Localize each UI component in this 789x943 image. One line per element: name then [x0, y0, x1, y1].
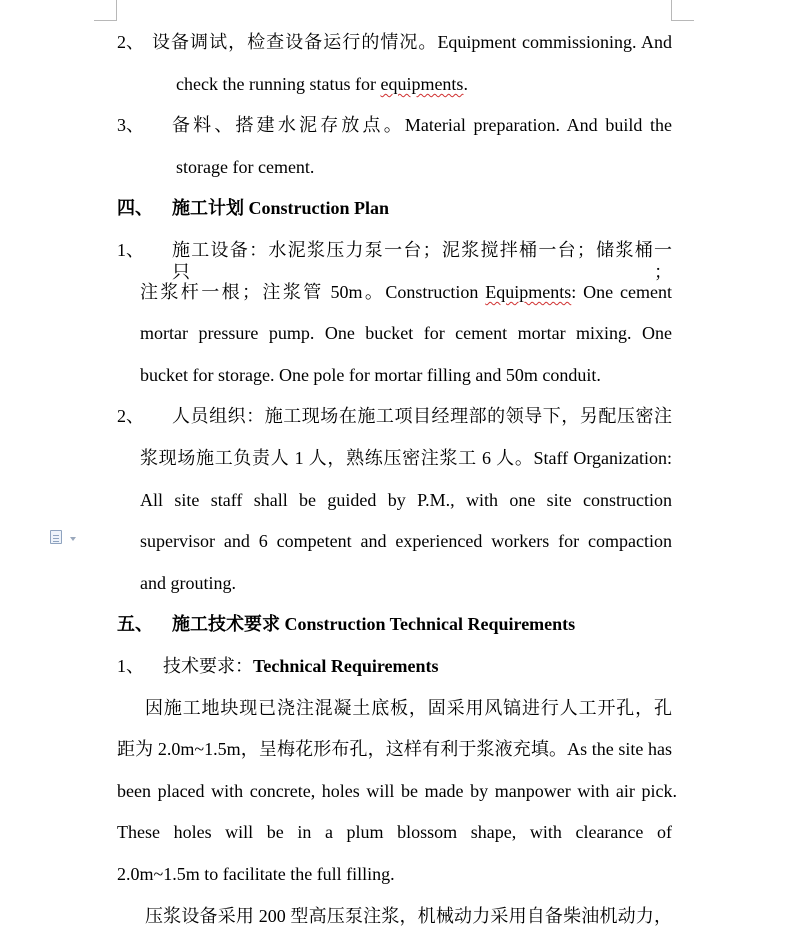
text-line: These holes will be in a plum blossom shape, with clearance of	[117, 822, 672, 842]
section-number: 四、	[117, 198, 153, 218]
text-line	[163, 655, 439, 677]
text-line	[176, 73, 468, 95]
text-line: and grouting.	[140, 573, 236, 593]
chevron-down-icon[interactable]	[70, 537, 76, 541]
text-line: bucket for storage. One pole for mortar filling and 50m conduit.	[140, 365, 601, 385]
text-line: 人员组织：施工现场在施工项目经理部的领导下，另配压密注	[172, 406, 672, 426]
list-number: 2、	[117, 32, 144, 52]
crop-mark-top-left	[94, 0, 117, 21]
text-line: All site staff shall be guided by P.M., with one site construction	[140, 490, 672, 510]
text-line: 因施工地块现已浇注混凝土底板，固采用风镐进行人工开孔，孔	[145, 698, 672, 718]
text-run: : One cement	[571, 282, 672, 302]
text-line: mortar pressure pump. One bucket for cement mortar mixing. One	[140, 323, 672, 343]
text-line: supervisor and 6 competent and experienced workers for compaction	[140, 531, 672, 551]
subheading-run: Technical Requirements	[253, 656, 439, 676]
section-heading: 施工技术要求 Construction Technical Requirements	[172, 614, 576, 634]
text-line: 备料、搭建水泥存放点。Material preparation. And build the	[172, 115, 672, 135]
section-number: 五、	[117, 614, 153, 634]
text-line: 压浆设备采用 200 型高压泵注浆，机械动力采用自备柴油机动力，	[145, 906, 672, 926]
text-run: .	[463, 74, 468, 94]
text-run: check the running status for	[176, 74, 381, 94]
list-number: 3、	[117, 115, 144, 135]
list-number: 2、	[117, 406, 144, 426]
text-line	[140, 281, 672, 303]
list-number: 1、	[117, 240, 144, 260]
text-line: 设备调试，检查设备运行的情况。Equipment commissioning. And	[152, 32, 672, 52]
list-number: 1、	[117, 656, 144, 676]
paragraph-layout-icon[interactable]	[50, 530, 62, 544]
text-line: storage for cement.	[176, 157, 315, 177]
text-line: 浆现场施工负责人 1 人，熟练压密注浆工 6 人。Staff Organization:	[140, 448, 672, 468]
text-run: 技术要求：	[163, 656, 253, 676]
text-line: 2.0m~1.5m to facilitate the full filling.	[117, 864, 395, 884]
text-line: been placed with concrete, holes will be made by manpower with air pick.	[117, 781, 677, 801]
text-run: 注浆杆一根；注浆管 50m。Construction	[140, 282, 486, 302]
spell-check-word[interactable]: equipments	[380, 74, 464, 94]
text-line: 施工设备：水泥浆压力泵一台；泥浆搅拌桶一台；储浆桶一只；	[172, 240, 672, 282]
spell-check-word[interactable]: Equipments	[485, 282, 572, 302]
crop-mark-top-right	[671, 0, 694, 21]
text-line: 距为 2.0m~1.5m，呈梅花形布孔，这样有利于浆液充填。As the site has	[117, 739, 672, 759]
section-heading: 施工计划 Construction Plan	[172, 198, 390, 218]
